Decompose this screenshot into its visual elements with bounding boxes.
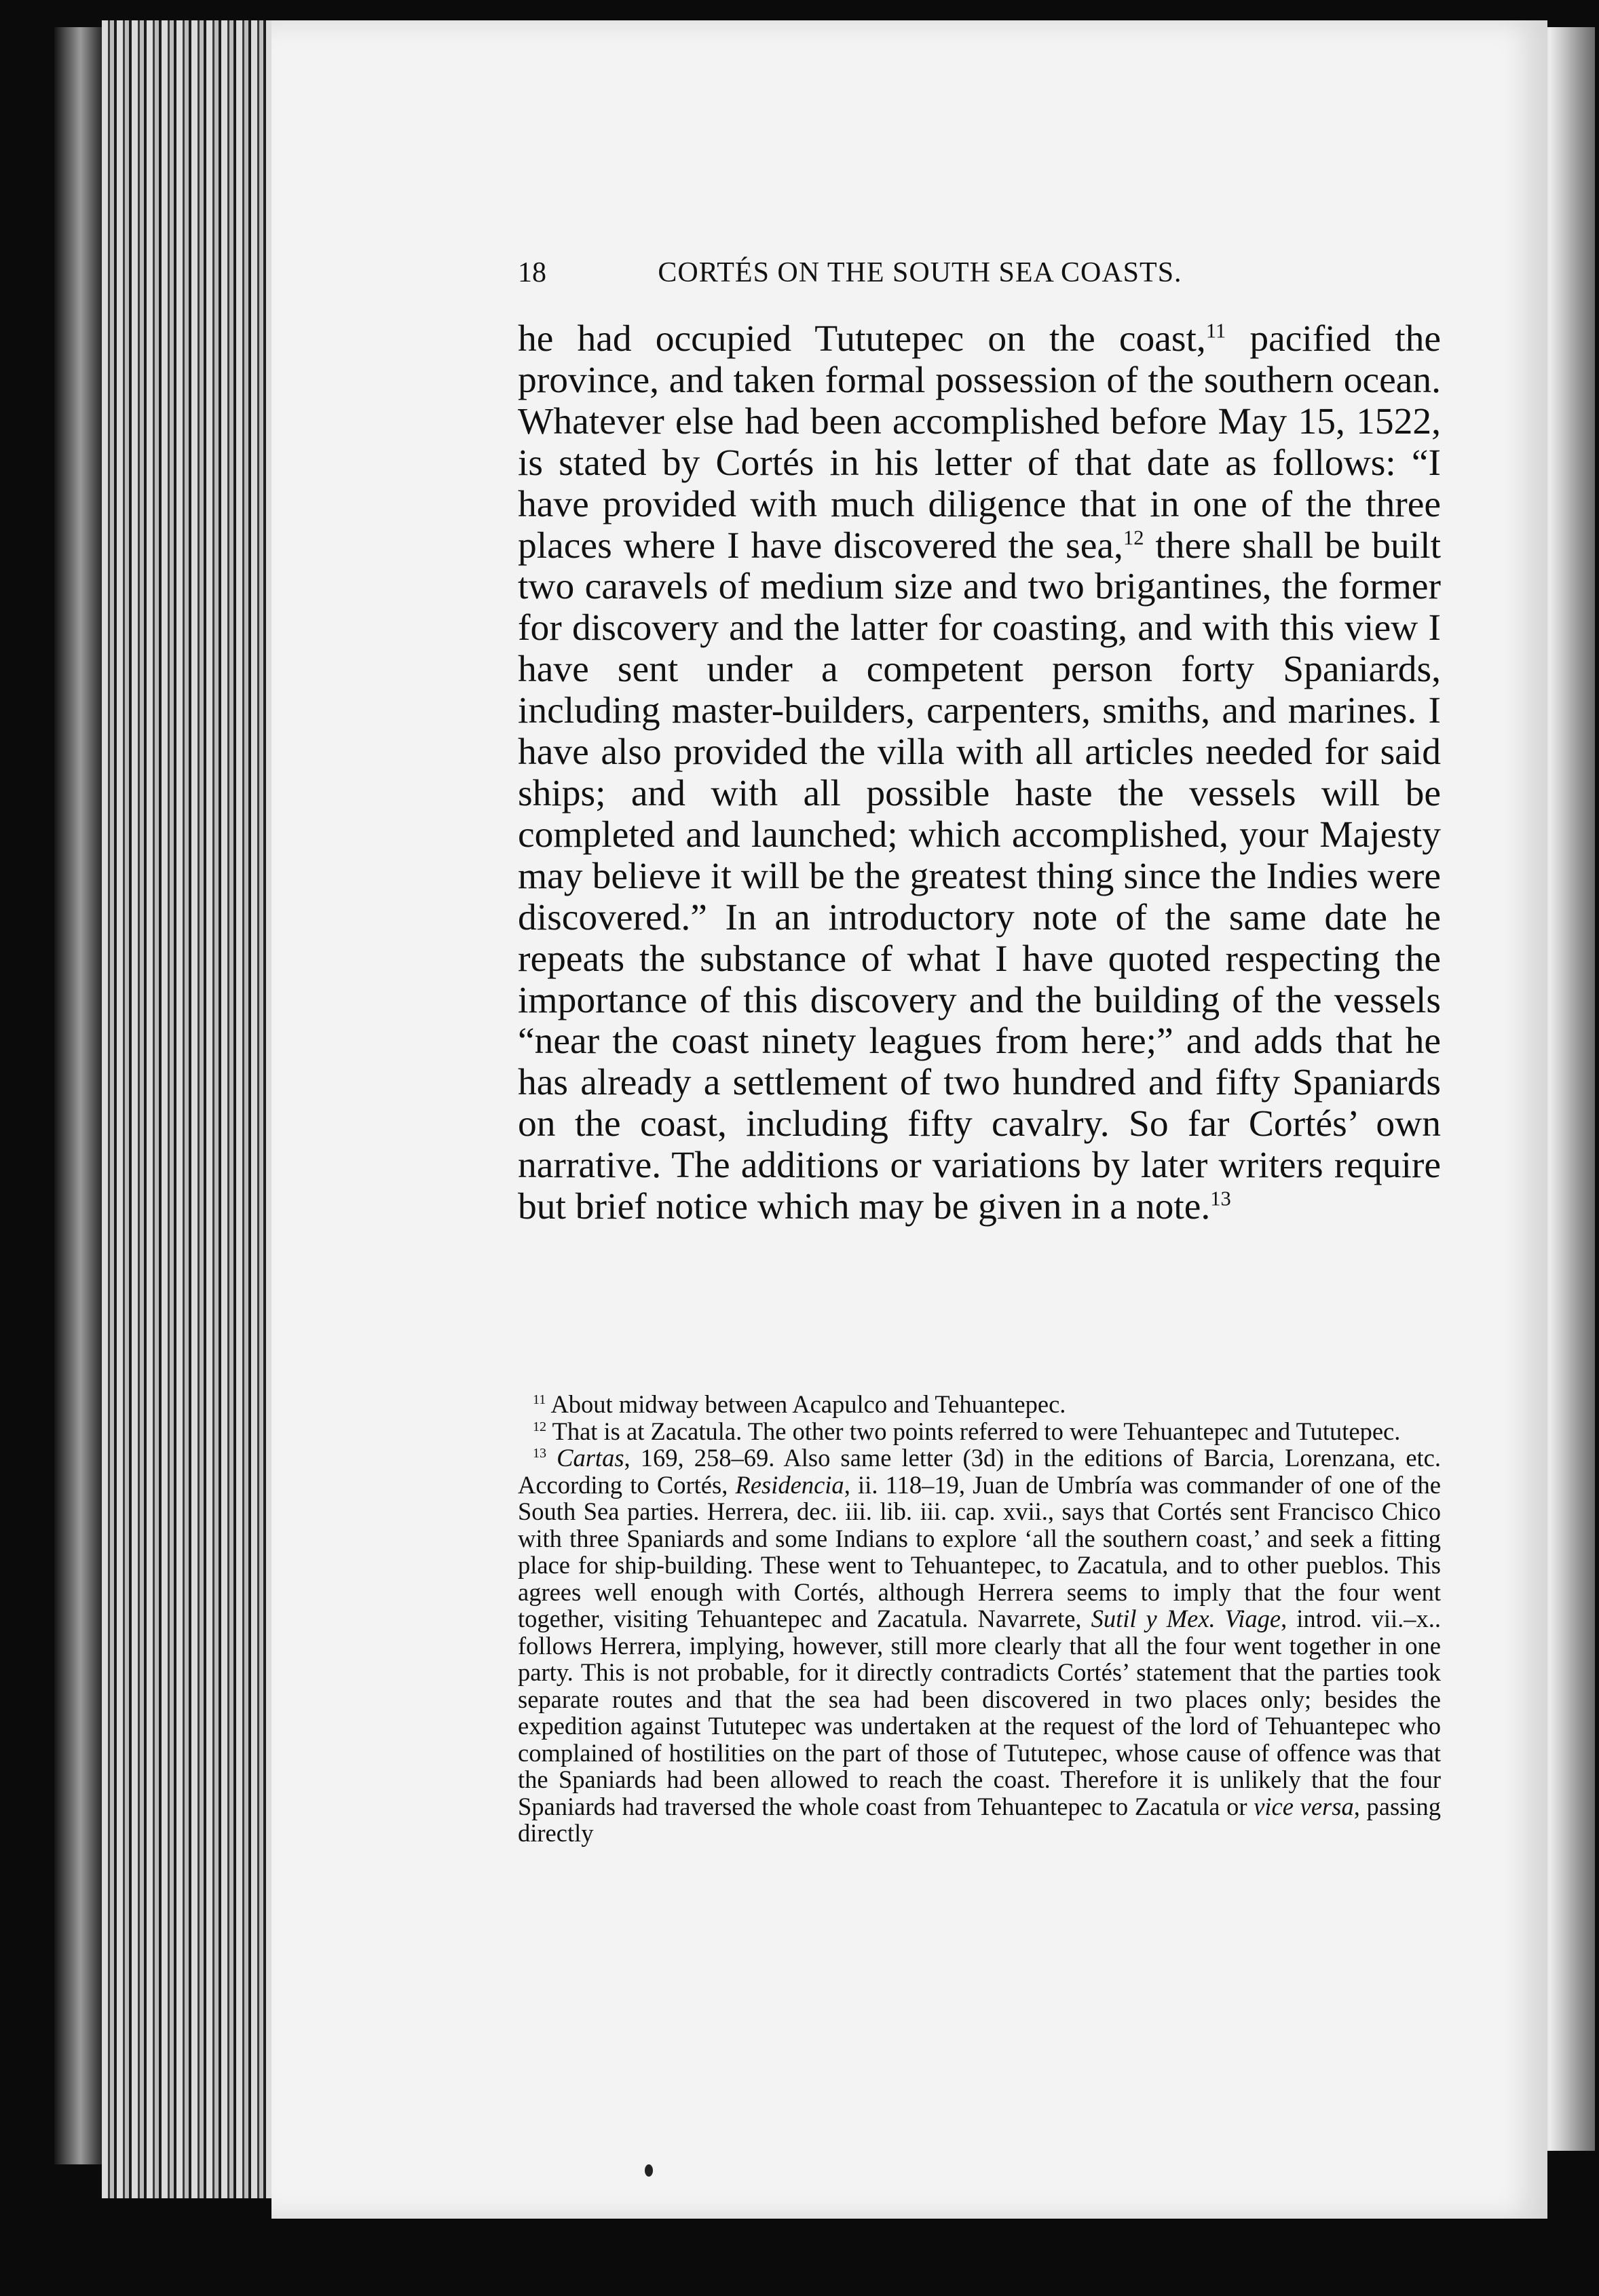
body-text-part: pacified the province, and taken formal possession of the southern ocean. Whatever else had been accomplished before May 15, 1522, is stated by Cortés in his letter of that date as follows: “I have provided with much diligence that in one of the three places where I have discovered the sea, [518,318,1441,567]
citation-cartas: Cartas [546,1444,624,1472]
phrase-vice-versa: vice versa [1254,1792,1354,1820]
body-paragraph [518,319,1441,1228]
citation-residencia: Residencia [735,1470,844,1499]
citation-sutil: Sutil y Mex. Viage [1091,1605,1281,1632]
footnote-text: , introd. vii.–x.. follows Herrera, implying, however, still more clearly that all the four went together in one party. This is not probable, for it directly contradicts Cortés’ statement that the parties took separate routes and that the sea had been discovered in two places only; besides the expedition against Tututepec was undertaken at the request of the lord of Tehuantepec who complained of hostilities on the part of those of Tututepec, whose cause of offence was that the Spaniards had been allowed to reach the coast. Therefore it is unlikely that the four Spaniards had traversed the whole coast from Tehuantepec to Zacatula or [518,1605,1441,1820]
footnote-11 [518,1391,1441,1418]
footnote-ref-12: 12 [1123,526,1144,550]
footnote-text: , ii. 118–19, Juan de Umbría was commander of one of the South Sea parties. Herrera, dec. iii. lib. iii. cap. xvii., says that Cortés sent Francisco Chico with three Spaniards and some Indians to explore ‘all the southern coast,’ and seek a fitting place for ship-building. These went to Tehuantepec, to Zacatula, and to other pueblos. This agrees well enough with Cortés, although Herrera seems to imply that the four went together, visiting Tehuantepec and Zacatula. Navarrete, [518,1470,1441,1632]
page-edges [102,20,285,2198]
footnote-text: , passing directly [518,1792,1442,1847]
book-spine-edge [54,27,102,2164]
running-title: CORTÉS ON THE SOUTH SEA COASTS. [658,257,1182,288]
footnote-text: , 169, 258–69. Also same letter (3d) in the editions of Barcia, Lorenzana, etc. According to Cortés, [518,1444,1441,1499]
footnote-ref-11: 11 [1205,319,1226,343]
footnote-13 [518,1444,1441,1847]
footnote-12 [518,1418,1441,1445]
ink-speck [645,2164,653,2177]
footnotes [518,1391,1441,1847]
page-number: 18 [518,257,546,288]
footnote-number: 12 [533,1419,547,1434]
body-text-part: there shall be built two caravels of medium size and two brigantines, the former for discovery and the latter for coasting, and with this view I have sent under a competent person forty Spaniards, including master-builders, carpenters, smiths, and marines. I have also provided the villa with all articles needed for said ships; and with all possible haste the vessels will be completed and launched; which accomplished, your Majesty may believe it will be the greatest thing since the Indies were discovered.” In an introductory note of the same date he repeats the substance of what I have quoted respecting the importance of this discovery and the building of the vessels “near the coast ninety leagues from here;” and adds that he has already a settlement of two hundred and fifty Spaniards on the coast, including fifty cavalry. So far Cortés’ own narrative. The additions or variations by later writers require but brief notice which may be given in a note. [518,524,1441,1228]
body-text-part: he had occupied Tututepec on the coast, [518,318,1206,360]
footnote-text: About midway between Acapulco and Tehuantepec. [546,1390,1066,1418]
footnote-text: That is at Zacatula. The other two points referred to were Tehuantepec and Tututepec. [546,1417,1401,1445]
footnote-number: 11 [533,1392,546,1407]
footnote-ref-13: 13 [1210,1187,1231,1210]
footnote-number: 13 [533,1445,547,1461]
page-header [518,256,1261,297]
